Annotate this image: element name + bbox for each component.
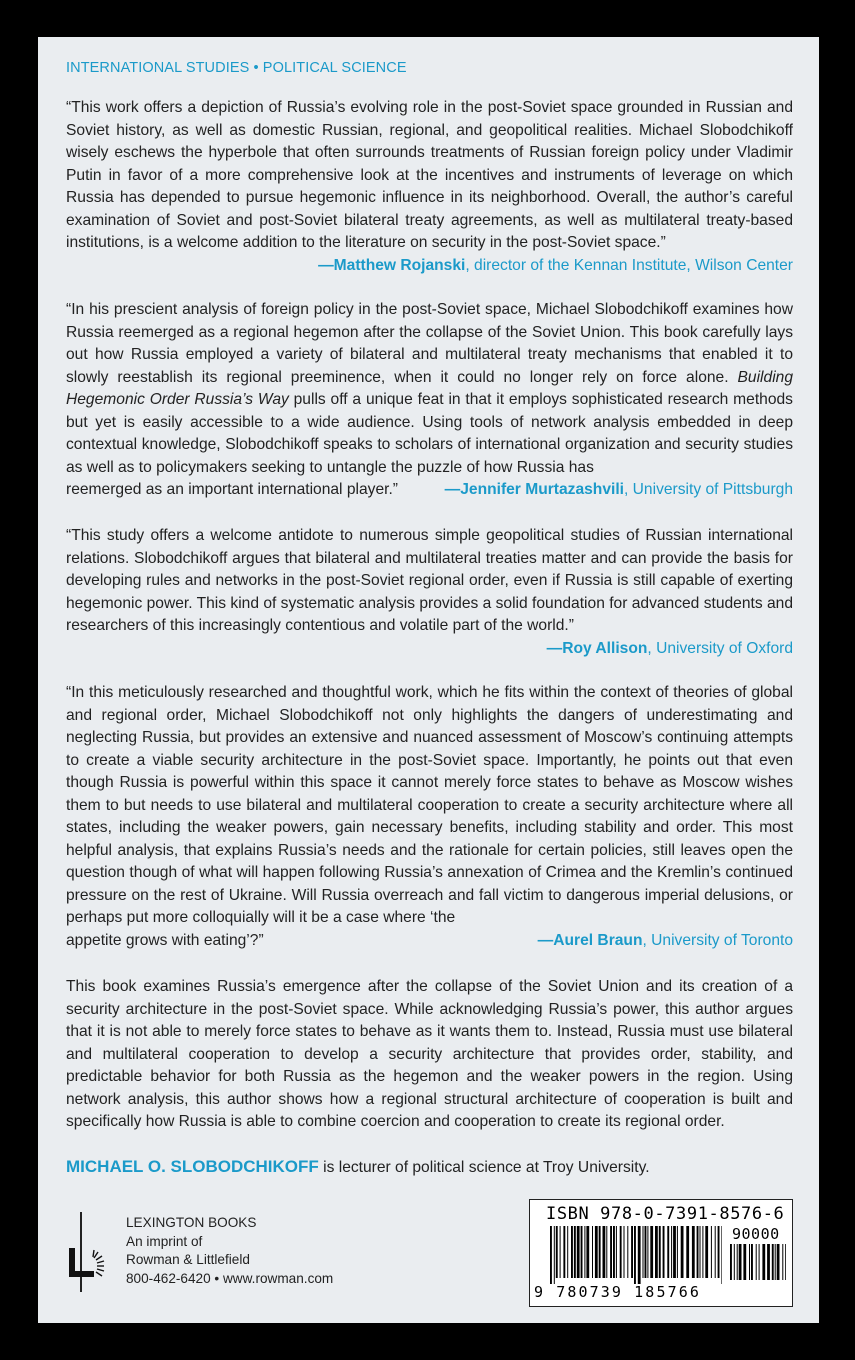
barcode-bars-icon [550, 1226, 722, 1284]
endorser-affiliation: , University of Toronto [642, 931, 793, 949]
endorsement-attribution [445, 479, 793, 502]
isbn-label: ISBN 978-0-7391-8576-6 [546, 1204, 785, 1224]
category-heading: INTERNATIONAL STUDIES • POLITICAL SCIENCE [66, 60, 407, 76]
author-description: is lecturer of political science at Troy University. [318, 1159, 650, 1176]
endorsement-dash: — [444, 481, 461, 498]
back-cover [38, 37, 819, 1323]
endorser-name: Matthew Rojanski [333, 256, 466, 274]
endorser-name: Roy Allison [562, 639, 648, 657]
endorser-affiliation: , director of the Kennan Institute, Wilson Center [465, 256, 793, 274]
endorsement-text: “In this meticulously researched and thoughtful work, which he fits within the context of theories of global and regional order, Michael Slobodchikoff not only highlights the dangers of underestimating and neglecting Russia, but provides an extensive and nuanced assessment of Moscow’s continuing attempts to create a viable security architecture in the post-Soviet space. Importantly, he points out that even though Russia is powerful within this space it cannot merely force states to behave as Moscow wishes them to but needs to use bilateral and multilateral cooperation to create a security architecture where all states, including the weaker powers, gain necessary benefits, including stability and order. This most helpful analysis, that explains Russia’s needs and the rationale for certain policies, still leaves open the question though of what will happen following Russia’s annexation of Crimea and the Kremlin’s continued pressure on the rest of Ukraine. Will Russia overreach and fall victim to dangerous imperial delusions, or perhaps put more colloquially will it be a case where ‘the [66, 684, 793, 926]
addon-barcode-bars-icon [730, 1244, 786, 1286]
author-bio [66, 1157, 793, 1178]
endorsement-last-line [66, 930, 793, 953]
publisher-name: LEXINGTON BOOKS [126, 1215, 257, 1230]
endorser-name: Jennifer Murtazashvili [460, 481, 624, 498]
endorser-name: Aurel Braun [553, 931, 643, 949]
endorsement-text: “This work offers a depiction of Russia’s evolving role in the post-Soviet space grounded in Russian and Soviet history, as well as domestic Russian, regional, and geopolitical realities. Michael Slobodchikoff wisely eschews the hyperbole that often surrounds treatments of Russian foreign policy under Vladimir Putin in favor of a more comprehensive look at the incentives and instruments of leverage on which Russia has depended to pursue hegemonic influence in its neighborhood. Overall, the author’s careful examination of Soviet and post-Soviet bilateral treaty agreements, as well as multilateral treaty-based institutions, is a welcome addition to the literature on security in the post-Soviet space.” [66, 99, 793, 251]
author-name: MICHAEL O. SLOBODCHIKOFF [66, 1157, 319, 1176]
endorser-affiliation: , University of Oxford [647, 639, 793, 657]
endorser-affiliation: , University of Pittsburgh [624, 481, 793, 498]
isbn-barcode [529, 1199, 793, 1307]
book-summary: This book examines Russia’s emergence after the collapse of the Soviet Union and its creation of a security architecture in the post-Soviet space. While acknowledging Russia’s power, this author argues that it is not able to merely force states to behave as it wants them to. Instead, Russia must use bilateral and multilateral cooperation to develop a security architecture that provides order, stability, and predictable behavior for both Russia as the hegemon and the weaker powers in the region. Using network analysis, this author shows how a regional structural architecture of cooperation is built and specifically how Russia is able to combine coercion and cooperation to create its regional order. [66, 978, 793, 1130]
endorsement-closing-text: appetite grows with eating’?” [66, 931, 264, 949]
lexington-logo-icon [66, 1212, 110, 1292]
barcode-digits: 9 780739 185766 [534, 1283, 701, 1301]
endorsement-attribution [66, 255, 793, 278]
endorsement-text-part: pulls off a unique feat in that it employs sophisticated research methods but yet is easily accessible to a wide audience. Using tools of network analysis embedded in deep contextual knowledge, Slobodchikoff speaks to scholars of international organization and security studies as well as to policymakers seeking to untangle the puzzle of how Russia has [66, 391, 793, 476]
endorsement-text [66, 299, 793, 479]
endorsement-last-line [66, 479, 793, 502]
book-title: Building Hegemonic Order Russia’s Way [66, 368, 793, 408]
publisher-contact: 800-462-6420 • www.rowman.com [126, 1270, 334, 1286]
publisher-info [126, 1214, 333, 1288]
price-code: 90000 [732, 1225, 780, 1243]
endorsement-attribution [538, 930, 793, 953]
publisher-parent: Rowman & Littlefield [126, 1252, 250, 1267]
endorsement-dash: — [546, 639, 563, 657]
publisher-imprint: An imprint of [126, 1233, 203, 1249]
endorsement-attribution [66, 638, 793, 661]
endorsement-2 [66, 299, 793, 502]
endorsement-4 [66, 682, 793, 952]
endorsement-dash: — [537, 931, 554, 949]
endorsement-closing-text: reemerged as an important international player.” [66, 481, 398, 498]
endorsement-dash: — [318, 256, 334, 274]
endorsement-3 [66, 525, 793, 660]
endorsement-text-part: “In his prescient analysis of foreign policy in the post-Soviet space, Michael Slobodchikoff examines how Russia reemerged as a regional hegemon after the collapse of the Soviet Union. This book carefully lays out how Russia employed a variety of bilateral and multilateral treaty mechanisms that enabled it to slowly reestablish its regional preeminence, when it could no longer rely on force alone. [66, 301, 793, 386]
endorsement-text: “This study offers a welcome antidote to numerous simple geopolitical studies of Russian international relations. Slobodchikoff argues that bilateral and multilateral treaties matter and can provide the basis for developing rules and networks in the post-Soviet regional order, even if Russia is still capable of exerting hegemonic power. This kind of systematic analysis provides a solid foundation for advanced students and researchers of this increasingly contentious and volatile part of the world.” [66, 527, 793, 634]
endorsement-1 [66, 97, 793, 277]
publisher-block [66, 1212, 366, 1292]
